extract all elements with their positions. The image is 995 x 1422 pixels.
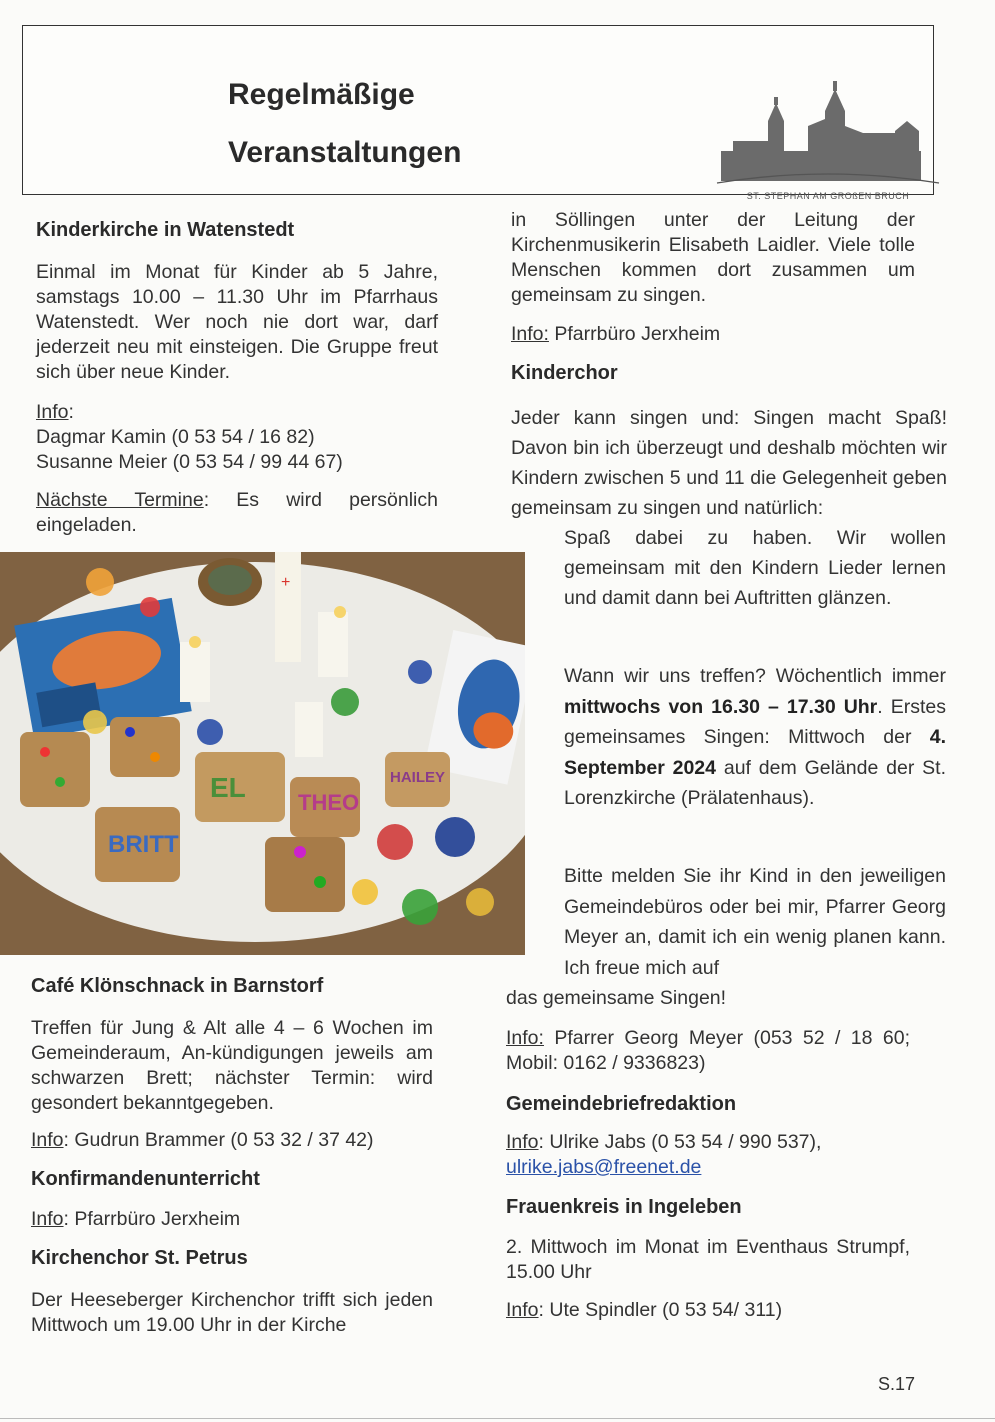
logo-text: ST. STEPHAN AM GROßEN BRUCH xyxy=(746,191,910,201)
photo-label: HAILEY xyxy=(390,769,446,786)
konfirmanden-heading: Konfirmandenunterricht xyxy=(31,1168,260,1190)
info-text: : Ulrike Jabs (0 53 54 / 990 537), xyxy=(538,1131,822,1153)
cafe-info xyxy=(31,1128,433,1153)
church-silhouette-icon xyxy=(713,81,943,186)
first-date: 4. September 2024 xyxy=(564,726,946,779)
church-logo xyxy=(713,81,943,211)
kinderchor-info xyxy=(506,1026,910,1076)
kinderkirche-photo xyxy=(0,552,525,955)
photo-label: EL xyxy=(210,772,246,803)
redaktion-heading: Gemeindebriefredaktion xyxy=(506,1093,737,1115)
info-text: Pfarrer Georg Meyer (053 52 / 18 60; Mobil: 0162 / 9336823) xyxy=(506,1027,910,1074)
kirchenchor-body-continued: in Söllingen unter der Leitung der Kirchenmusikerin Elisabeth Laidler. Viele tolle Menschen kommen dort zusammen um gemeinsam zu singen. xyxy=(511,209,915,306)
kirchenchor-heading: Kirchenchor St. Petrus xyxy=(31,1247,248,1269)
next-dates-text: : Es wird persönlich eingeladen. xyxy=(36,489,438,536)
kirchenchor-body: Der Heeseberger Kirchenchor trifft sich jeden Mittwoch um 19.00 Uhr in der Kirche xyxy=(31,1289,433,1336)
email-link[interactable]: ulrike.jabs@freenet.de xyxy=(506,1156,702,1178)
rehearsal-time: mittwochs von 16.30 – 17.30 Uhr xyxy=(564,695,878,718)
kirchenchor-info xyxy=(511,322,915,347)
next-dates-label: Nächste Termine xyxy=(36,489,204,511)
kinderchor-para1b: Spaß dabei zu haben. Wir wollen gemeinsam mit den Kindern Lieder lernen und damit dann bei Auftritten glänzen. xyxy=(564,527,946,609)
photo-label: THEO xyxy=(298,790,360,815)
kinderkirche-heading: Kinderkirche in Watenstedt xyxy=(36,219,295,241)
title-line-2: Veranstaltungen xyxy=(228,136,462,169)
info-label: Info xyxy=(31,1208,64,1230)
title-line-1: Regelmäßige xyxy=(228,78,415,111)
info-label: Info xyxy=(31,1129,64,1151)
info-label: Info xyxy=(36,401,69,423)
info-text: : Pfarrbüro Jerxheim xyxy=(63,1208,241,1230)
page-number: S.17 xyxy=(878,1374,916,1394)
para2-text: . Erstes gemeinsames Singen: Mittwoch der xyxy=(564,695,946,748)
info-text: Pfarrbüro Jerxheim xyxy=(548,323,721,345)
svg-text:+: + xyxy=(281,574,291,591)
kinderchor-para1a: Jeder kann singen und: Singen macht Spaß! Davon bin ich überzeugt und deshalb möchten wir Kindern zwischen 5 und 11 die Gelegenheit geben gemeinsam zu singen und natürlich: xyxy=(511,407,947,519)
bottom-divider xyxy=(0,1418,995,1419)
contact-line: Susanne Meier (0 53 54 / 99 44 67) xyxy=(36,451,343,473)
konfirmanden-info xyxy=(31,1207,433,1232)
frauenkreis-body: 2. Mittwoch im Monat im Eventhaus Strumpf, 15.00 Uhr xyxy=(506,1236,910,1283)
cafe-body: Treffen für Jung & Alt alle 4 – 6 Wochen im Gemeinderaum, An-kündigungen jeweils am schwarzen Brett; nächster Termin: wird gesondert bekanntgegeben. xyxy=(31,1017,433,1114)
kinderkirche-info: Info: Dagmar Kamin (0 53 54 / 16 82) Susanne Meier (0 53 54 / 99 44 67) xyxy=(36,400,438,475)
frauenkreis-heading: Frauenkreis in Ingeleben xyxy=(506,1196,742,1218)
header-box xyxy=(22,25,934,201)
para2-text: auf dem Gelände der St. Lorenzkirche (Prälatenhaus). xyxy=(564,756,946,809)
para2-text: Wann wir uns treffen? Wöchentlich immer xyxy=(564,665,946,687)
redaktion-info xyxy=(506,1130,910,1180)
frauenkreis-info xyxy=(506,1298,910,1323)
kinderkirche-body: Einmal im Monat für Kinder ab 5 Jahre, samstags 10.00 – 11.30 Uhr im Pfarrhaus Watenstedt. Wer noch nie dort war, darf jederzeit neu mit einsteigen. Die Gruppe freut sich über neue Kinder. xyxy=(36,261,438,383)
photo-label: BRITT xyxy=(108,831,179,858)
kinderchor-para3: Bitte melden Sie ihr Kind in den jeweiligen Gemeindebüros oder bei mir, Pfarrer Georg Meyer an, damit ich ein wenig planen kann. Ich freue mich auf xyxy=(564,865,946,979)
info-label: Info: xyxy=(511,323,549,345)
info-label: Info xyxy=(506,1131,539,1153)
info-text: : Gudrun Brammer (0 53 32 / 37 42) xyxy=(63,1129,374,1151)
kinderchor-para3-end: das gemeinsame Singen! xyxy=(506,987,727,1009)
cafe-heading: Café Klönschnack in Barnstorf xyxy=(31,975,324,997)
kinderkirche-next xyxy=(36,488,438,538)
info-text: : Ute Spindler (0 53 54/ 311) xyxy=(538,1299,783,1321)
kinderchor-heading: Kinderchor xyxy=(511,362,618,384)
kinderchor-para2 xyxy=(564,661,946,814)
page-title xyxy=(228,66,461,182)
contact-line: Dagmar Kamin (0 53 54 / 16 82) xyxy=(36,426,315,448)
info-label: Info: xyxy=(506,1027,544,1049)
info-label: Info xyxy=(506,1299,539,1321)
candles-cloth-photo xyxy=(0,552,525,955)
